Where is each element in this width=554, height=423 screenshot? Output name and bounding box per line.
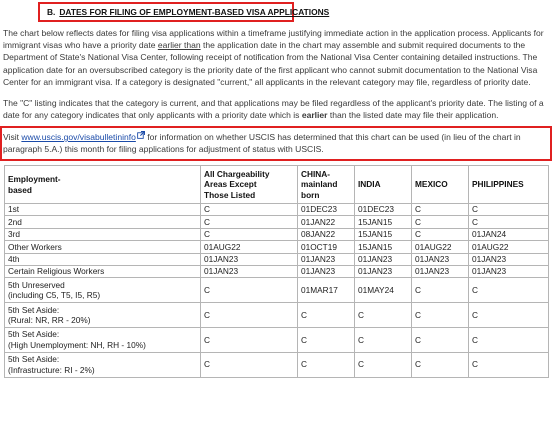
section-letter: B. — [47, 7, 56, 17]
intro-paragraph: The chart below reflects dates for filing visa applications within a timeframe justifying immediate action in the application process. Applicants for immigrant visas who have a priority date earlier than the application date in the chart may assemble and submit required documents to the Department of State's National Visa Center, following receipt of notification from the National Visa Center containing detailed instructions. The application date for an oversubscribed category is the priority date of the first applicant who cannot submit documentation to the National Visa Center for an immigrant visa. If a category is designated "current," all applicants in the relevant category may file, regardless of priority date. — [3, 28, 544, 87]
row-label: 2nd — [5, 216, 201, 228]
table-cell: C — [355, 327, 412, 352]
table-row — [5, 265, 549, 277]
current-listing-paragraph: The "C" listing indicates that the category is current, and that applications may be filed regardless of the applicant's priority date. The listing of a date for any category indicates that only applicants with a priority date which is earlier than the listed date may file their application. — [3, 98, 544, 121]
table-row — [5, 278, 549, 303]
table-cell: C — [469, 303, 549, 328]
table-cell: 01DEC23 — [355, 204, 412, 216]
table-row — [5, 228, 549, 240]
table-row — [5, 216, 549, 228]
table-cell: C — [412, 327, 469, 352]
table-cell: C — [355, 352, 412, 377]
row-label: 3rd — [5, 228, 201, 240]
table-cell: C — [412, 352, 469, 377]
row-label: Certain Religious Workers — [5, 265, 201, 277]
table-cell: 08JAN22 — [298, 228, 355, 240]
emphasis-earlier-than: earlier than — [157, 40, 201, 51]
table-row — [5, 253, 549, 265]
table-cell: C — [412, 303, 469, 328]
table-cell: C — [201, 204, 298, 216]
table-cell: C — [201, 278, 298, 303]
table-cell: C — [412, 216, 469, 228]
table-cell: 01JAN23 — [355, 253, 412, 265]
table-cell: 01OCT19 — [298, 241, 355, 253]
table-cell: 01JAN23 — [412, 265, 469, 277]
table-row — [5, 303, 549, 328]
emphasis-earlier: earlier — [301, 110, 328, 121]
table-cell: 01JAN23 — [201, 265, 298, 277]
table-cell: 01AUG22 — [469, 241, 549, 253]
table-body — [5, 204, 549, 378]
column-header: INDIA — [355, 166, 412, 204]
table-cell: C — [298, 352, 355, 377]
table-cell: 01JAN23 — [355, 265, 412, 277]
table-cell: C — [469, 327, 549, 352]
table-cell: C — [469, 278, 549, 303]
table-cell: 01JAN23 — [298, 265, 355, 277]
row-label: 5th Set Aside: (Rural: NR, RR - 20%) — [5, 303, 201, 328]
visit-text-after: for information on whether USCIS has determined that this chart can be used (in lieu of the chart in paragraph 5.A.) this month for filing applications for adjustment of status with USCIS. — [3, 132, 521, 155]
row-label: 5th Set Aside: (High Unemployment: NH, RH - 10%) — [5, 327, 201, 352]
table-cell: C — [298, 303, 355, 328]
row-label: 1st — [5, 204, 201, 216]
table-cell: C — [355, 303, 412, 328]
row-label: 5th Unreserved (including C5, T5, I5, R5) — [5, 278, 201, 303]
table-cell: 01MAY24 — [355, 278, 412, 303]
column-header: All Chargeability Areas Except Those Listed — [201, 166, 298, 204]
table-row — [5, 327, 549, 352]
column-header: PHILIPPINES — [469, 166, 549, 204]
table-cell: C — [201, 216, 298, 228]
table-header-row — [5, 166, 549, 204]
table-row — [5, 204, 549, 216]
table-cell: C — [201, 352, 298, 377]
table-cell: C — [469, 352, 549, 377]
table-row — [5, 241, 549, 253]
table-cell: 01JAN23 — [469, 265, 549, 277]
table-cell: 01MAR17 — [298, 278, 355, 303]
table-cell: 15JAN15 — [355, 228, 412, 240]
table-cell: 01AUG22 — [412, 241, 469, 253]
table-cell: 01DEC23 — [298, 204, 355, 216]
uscis-visa-bulletin-link[interactable]: www.uscis.gov/visabulletininfo — [21, 132, 136, 142]
table-cell: C — [469, 216, 549, 228]
table-cell: 01JAN23 — [201, 253, 298, 265]
table-cell: 15JAN15 — [355, 241, 412, 253]
table-cell: 01JAN23 — [469, 253, 549, 265]
table-cell: C — [469, 204, 549, 216]
table-cell: 01AUG22 — [201, 241, 298, 253]
external-link-icon[interactable] — [137, 130, 145, 142]
table-row — [5, 352, 549, 377]
column-header: CHINA- mainland born — [298, 166, 355, 204]
column-header: MEXICO — [412, 166, 469, 204]
table-cell: C — [298, 327, 355, 352]
table-cell: C — [201, 327, 298, 352]
row-label: Other Workers — [5, 241, 201, 253]
table-cell: C — [412, 278, 469, 303]
table-cell: 15JAN15 — [355, 216, 412, 228]
visit-paragraph — [3, 130, 548, 155]
table-cell: 01JAN23 — [298, 253, 355, 265]
table-cell: C — [412, 228, 469, 240]
section-heading — [38, 2, 330, 22]
table-cell: 01JAN22 — [298, 216, 355, 228]
table-cell: 01JAN23 — [412, 253, 469, 265]
column-header: Employment- based — [5, 166, 201, 204]
row-label: 4th — [5, 253, 201, 265]
section-title: DATES FOR FILING OF EMPLOYMENT-BASED VISA APPLICATIONS — [59, 7, 330, 17]
row-label: 5th Set Aside: (Infrastructure: RI - 2%) — [5, 352, 201, 377]
table-cell: 01JAN24 — [469, 228, 549, 240]
visit-text-before: Visit — [3, 132, 22, 142]
employment-based-dates-table — [4, 165, 549, 378]
table-cell: C — [201, 303, 298, 328]
table-cell: C — [412, 204, 469, 216]
table-cell: C — [201, 228, 298, 240]
